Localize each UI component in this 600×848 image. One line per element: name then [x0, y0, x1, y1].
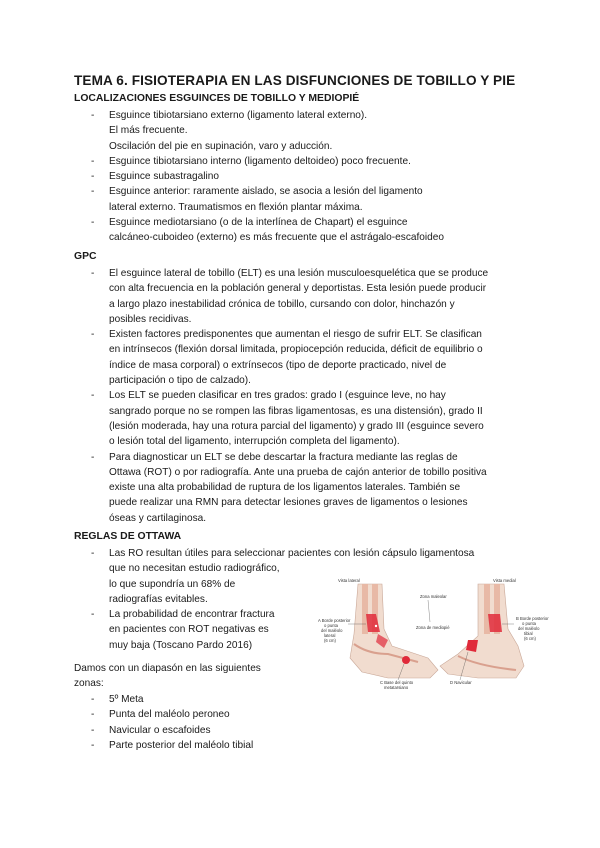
- list-item-line: - Esguince tibiotarsiano interno (ligamento deltoideo) poco frecuente.: [109, 155, 411, 167]
- gpc-list: [91, 266, 511, 526]
- list-item-line: - Los ELT se pueden clasificar en tres grados: grado I (esguince leve, no hay: [109, 390, 446, 402]
- zones-intro: [74, 661, 261, 692]
- zone-item-line: - Navicular o escafoides: [109, 724, 211, 736]
- zones-intro-line: zonas:: [74, 678, 104, 690]
- list-item: [91, 154, 444, 169]
- list-item-line: - Las RO resultan útiles para seleccionar pacientes con lesión cápsulo ligamentosa: [109, 548, 475, 559]
- list-item-line: a largo plazo inestabilidad crónica de tobillo, cursando con dolor, hinchazón y: [109, 298, 455, 310]
- list-item-line: - Esguince anterior: raramente aislado, se asocia a lesión del ligamento: [109, 186, 423, 198]
- list-item-line: Ottawa (ROT) o por radiografía. Ante una prueba de cajón anterior de tobillo positiva: [109, 466, 487, 478]
- ottawa-figure: [318, 574, 558, 694]
- list-item-line: calcáneo-cuboideo (externo) es más frecuente que el astrágalo-escafoideo: [109, 232, 444, 244]
- zones-intro-line: Damos con un diapasón en las siguientes: [74, 663, 261, 674]
- zone-item: [91, 692, 253, 707]
- zone-item: [91, 707, 253, 722]
- zona-maleolar-label: Zona maleolar: [420, 594, 447, 599]
- list-item-line: puede realizar una RMN para detectar lesiones graves de ligamentos o lesiones: [109, 497, 468, 509]
- svg-text:A Borde posterior: A Borde posterior: [318, 618, 351, 623]
- list-item: [91, 108, 444, 154]
- svg-text:B Borde posterior: B Borde posterior: [516, 616, 549, 621]
- list-item-line: radiografías evitables.: [109, 593, 208, 605]
- zone-item-line: - Parte posterior del maléolo tibial: [109, 739, 254, 751]
- list-item-line: con alta frecuencia en la población general y deportistas. Esta lesión puede producir: [109, 283, 487, 295]
- zone-item: [91, 738, 253, 753]
- list-item-line: Oscilación del pie en supinación, varo y aducción.: [109, 140, 333, 152]
- svg-text:metatarsiano: metatarsiano: [384, 685, 409, 690]
- section-heading-ottawa: REGLAS DE OTTAWA: [74, 531, 182, 542]
- medial-foot: [440, 584, 524, 678]
- list-item: [91, 184, 444, 215]
- svg-text:o punta: o punta: [522, 621, 536, 626]
- svg-text:del maléolo: del maléolo: [321, 628, 343, 633]
- svg-text:(6 cm): (6 cm): [324, 638, 336, 643]
- list-item-line: sangrado porque no se rompen las fibras ligamentosas, es una distensión), grado II: [109, 405, 483, 417]
- svg-text:C Base del quinto: C Base del quinto: [380, 680, 414, 685]
- svg-text:(6 cm): (6 cm): [524, 636, 536, 641]
- list-item-line: lateral externo. Traumatismos en flexión plantar máxima.: [109, 201, 363, 213]
- list-item: [91, 388, 511, 449]
- figure-left-title: Vista lateral: [338, 578, 360, 583]
- list-item-line: - El esguince lateral de tobillo (ELT) es una lesión musculoesquelética que se produce: [109, 268, 489, 279]
- list-item-line: participación o tipo de calzado).: [109, 375, 251, 387]
- list-item-line: índice de masa corporal) o extrínsecos (tipo de deporte practicado, nivel de: [109, 359, 447, 371]
- list-item-line: - Para diagnosticar un ELT se debe descartar la fractura mediante las reglas de: [109, 451, 458, 463]
- medial-malleolus-zone: [488, 614, 502, 632]
- label-d: D Navicular: [450, 680, 472, 685]
- list-item: [91, 327, 511, 388]
- fifth-metatarsal-zone: [402, 656, 410, 664]
- section-heading-gpc: GPC: [74, 251, 97, 262]
- navicular-zone: [466, 640, 478, 652]
- section-heading-localizaciones: LOCALIZACIONES ESGUINCES DE TOBILLO Y MEDIOPIÉ: [74, 93, 360, 104]
- zone-item-line: - 5º Meta: [109, 694, 144, 705]
- list-item-line: muy baja (Toscano Pardo 2016): [109, 639, 253, 651]
- list-item-line: - Esguince subastragalino: [109, 171, 219, 183]
- list-item-line: (lesión moderada, hay una rotura parcial del ligamento) y grado III (esguince severo: [109, 420, 484, 432]
- zona-mediopie-label: Zona de mediopié: [416, 625, 450, 630]
- zone-item-line: - Punta del maléolo peroneo: [109, 709, 230, 721]
- svg-text:tibial: tibial: [524, 631, 533, 636]
- list-item-line: existe una alta probabilidad de ruptura de los ligamentos laterales. También se: [109, 482, 461, 494]
- list-item-line: - Esguince tibiotarsiano externo (ligamento lateral externo).: [109, 110, 368, 121]
- zones-list: [91, 692, 253, 753]
- list-item: [91, 266, 511, 327]
- list-item-line: óseas y cartilaginosa.: [109, 512, 207, 524]
- svg-text:o punta: o punta: [324, 623, 338, 628]
- list-item: [91, 169, 444, 184]
- list-item-line: en pacientes con ROT negativas es: [109, 624, 269, 636]
- list-item-line: El más frecuente.: [109, 125, 188, 137]
- list-item: [91, 215, 444, 246]
- figure-right-title: Vista medial: [493, 578, 516, 583]
- list-item-line: - La probabilidad de encontrar fractura: [109, 609, 275, 621]
- list-item-line: o lesión total del ligamento, interrupción completa del ligamento).: [109, 436, 400, 448]
- zone-item: [91, 723, 253, 738]
- svg-text:del maléolo: del maléolo: [518, 626, 540, 631]
- list-item-line: - Existen factores predisponentes que aumentan el riesgo de sufrir ELT. Se clasifican: [109, 329, 482, 341]
- localizaciones-list: [91, 108, 444, 246]
- list-item-line: - Esguince mediotarsiano (o de la interlínea de Chapart) el esguince: [109, 217, 408, 229]
- svg-text:lateral: lateral: [324, 633, 336, 638]
- list-item-line: lo que supondría un 68% de: [109, 578, 236, 590]
- page-title: TEMA 6. FISIOTERAPIA EN LAS DISFUNCIONES DE TOBILLO Y PIE: [74, 73, 516, 88]
- list-item-line: en intrínsecos (flexión dorsal limitada, propiocepción reducida, déficit de equilibrio o: [109, 344, 483, 356]
- ankle-diagram: [318, 574, 558, 694]
- list-item-line: posibles recidivas.: [109, 313, 192, 325]
- list-item-line: que no necesitan estudio radiográfico,: [109, 563, 280, 575]
- list-item: [91, 450, 511, 526]
